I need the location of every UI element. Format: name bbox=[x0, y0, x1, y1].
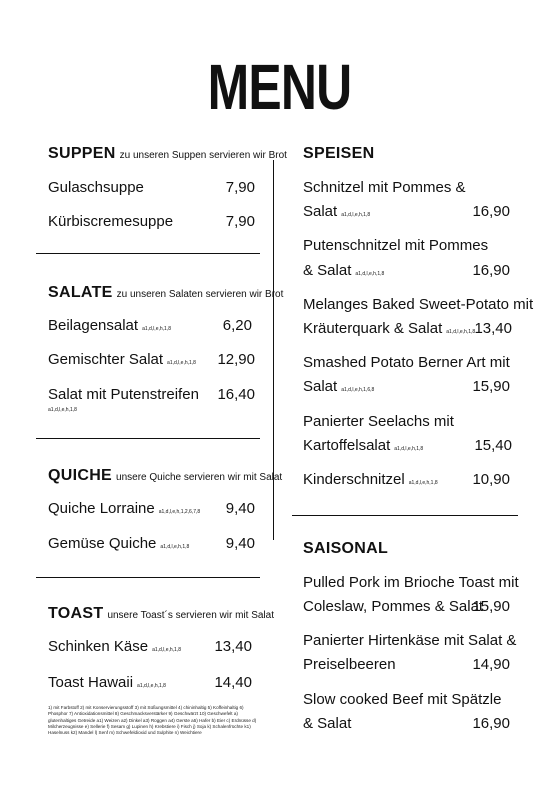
menu-item bbox=[48, 535, 189, 556]
item-allergens: a1,d,l,e,h,1,8 bbox=[137, 683, 166, 689]
menu-item-line2 bbox=[303, 320, 475, 341]
item-allergens: a1,d,l,e,h,1,8 bbox=[160, 544, 190, 550]
menu-item-line1: Pulled Pork im Brioche Toast mit bbox=[303, 574, 519, 591]
item-allergens: a1,d,l,e,h,1,8 bbox=[355, 271, 385, 277]
item-price: 6,20 bbox=[222, 317, 252, 334]
section-divider bbox=[36, 438, 260, 439]
item-price: 16,90 bbox=[472, 262, 510, 279]
item-allergens: a1,d,l,e,h,1,6,8 bbox=[341, 387, 375, 393]
item-allergens: a1,d,l,e,h,1,8 bbox=[142, 326, 171, 332]
item-price: 13,40 bbox=[474, 320, 512, 337]
menu-item-line2: & Salat bbox=[303, 715, 352, 732]
section-subtitle: zu unseren Salaten servieren wir Brot bbox=[116, 289, 284, 300]
section-heading-saisonal: SAISONAL bbox=[303, 540, 389, 557]
section-divider bbox=[36, 253, 260, 254]
allergen-footnote: 1) mit Farbstoff 2) mit Konservierungsstoff 3) mit Süßungsmittel 4) chininhaltig 5) Koffeinhaltig 6) Phosphor 7) Antioxidationsmittel 8) Geschmacksverstärker 9) Geschwärzt 10) Geschwefelt a) glutenhaltiges Getreide a1) Weizen a2) Dinkel a3) Roggen a4) Gerste a5) Hafer b) Eier c) Erdnüsse d) Milcherzeugnisse e) Sellerie f) Sesam g) Lupinen h) Krebstiere i) Fisch j) Soja k) Schalenfrüchte k1) Haselnuss k2) Mandel l) Senf m) Schwefeldioxid und Sulphite n) Weichtiere bbox=[48, 705, 257, 736]
item-name: Gulaschsuppe bbox=[48, 179, 144, 196]
section-title: QUICHE bbox=[48, 467, 113, 484]
item-name: Gemischter Salat bbox=[48, 351, 164, 368]
item-name: Schinken Käse bbox=[48, 638, 149, 655]
item-allergens: a1,d,l,e,h,1,8 bbox=[394, 446, 424, 452]
section-heading-speisen: SPEISEN bbox=[303, 145, 375, 162]
menu-item bbox=[48, 179, 144, 197]
page-title: MENU bbox=[207, 51, 352, 123]
item-name: Salat bbox=[303, 203, 338, 220]
item-price: 9,40 bbox=[225, 535, 255, 552]
menu-item bbox=[48, 351, 196, 372]
item-allergens: a1,d,l,e,h,1,8 bbox=[408, 480, 438, 486]
item-price: 16,90 bbox=[472, 715, 510, 732]
item-allergens: a1,d,l,e,h,1,8 bbox=[167, 360, 196, 366]
section-heading-toast bbox=[48, 605, 274, 623]
section-divider bbox=[36, 577, 260, 578]
menu-item-line2 bbox=[303, 203, 370, 224]
item-price: 15,40 bbox=[474, 437, 512, 454]
item-name: Salat mit Putenstreifen bbox=[48, 386, 199, 403]
item-allergens: a1,d,l,e,h,1,8 bbox=[152, 647, 181, 653]
menu-item bbox=[48, 500, 200, 521]
menu-item-line1: Panierter Hirtenkäse mit Salat & bbox=[303, 632, 517, 649]
item-price: 16,40 bbox=[217, 386, 255, 403]
item-price: 10,90 bbox=[472, 471, 510, 488]
section-subtitle: unsere Quiche servieren wir mit Salat bbox=[116, 472, 283, 483]
section-heading-salate bbox=[48, 284, 283, 302]
menu-item-line2 bbox=[303, 262, 384, 283]
menu-item bbox=[48, 638, 181, 659]
item-price: 14,40 bbox=[214, 674, 252, 691]
item-name: Toast Hawaii bbox=[48, 674, 134, 691]
item-name: Kinderschnitzel bbox=[303, 471, 405, 488]
menu-item-line1: Schnitzel mit Pommes & bbox=[303, 179, 466, 196]
section-heading-quiche bbox=[48, 467, 282, 485]
item-name: Kräuterquark & Salat bbox=[303, 320, 443, 337]
item-allergens: a1,d,l,e,h,1,2,6,7,8 bbox=[158, 509, 201, 515]
item-price: 15,90 bbox=[472, 378, 510, 395]
menu-item-line2: Coleslaw, Pommes & Salat bbox=[303, 598, 484, 615]
menu-item-line1: Melanges Baked Sweet-Potato mit bbox=[303, 296, 534, 313]
item-name: Kürbiscremesuppe bbox=[48, 213, 174, 230]
item-price: 16,90 bbox=[472, 203, 510, 220]
section-divider bbox=[292, 515, 518, 516]
item-price: 12,90 bbox=[217, 351, 255, 368]
item-name: Kartoffelsalat bbox=[303, 437, 391, 454]
section-title: SUPPEN bbox=[48, 145, 116, 162]
menu-item-line1: Panierter Seelachs mit bbox=[303, 413, 454, 430]
section-heading-suppen bbox=[48, 145, 287, 163]
item-allergens: a1,d,l,e,h,1,8 bbox=[446, 329, 476, 335]
item-name: Salat bbox=[303, 378, 338, 395]
item-price: 7,90 bbox=[225, 213, 255, 230]
menu-item-line2 bbox=[303, 378, 374, 399]
section-title: TOAST bbox=[48, 605, 104, 622]
section-title: SALATE bbox=[48, 284, 113, 301]
item-price: 14,90 bbox=[472, 656, 510, 673]
menu-item-line2 bbox=[303, 437, 423, 458]
item-price: 15,90 bbox=[472, 598, 510, 615]
item-price: 7,90 bbox=[225, 179, 255, 196]
section-subtitle: zu unseren Suppen servieren wir Brot bbox=[119, 150, 287, 161]
menu-item bbox=[48, 674, 166, 695]
menu-item bbox=[48, 386, 199, 404]
item-name: Beilagensalat bbox=[48, 317, 139, 334]
item-allergens: a1,d,l,e,h,1,8 bbox=[341, 212, 371, 218]
item-price: 13,40 bbox=[214, 638, 252, 655]
item-name: Gemüse Quiche bbox=[48, 535, 157, 552]
item-price: 9,40 bbox=[225, 500, 255, 517]
item-name: & Salat bbox=[303, 262, 352, 279]
menu-item bbox=[48, 213, 173, 231]
item-name: Quiche Lorraine bbox=[48, 500, 155, 517]
item-allergens: a1,d,l,e,h,1,8 bbox=[48, 407, 77, 413]
menu-item bbox=[303, 471, 438, 492]
section-subtitle: unsere Toast´s servieren wir mit Salat bbox=[107, 610, 274, 621]
menu-item-line1: Smashed Potato Berner Art mit bbox=[303, 354, 510, 371]
menu-item-line1: Slow cooked Beef mit Spätzle bbox=[303, 691, 502, 708]
menu-item bbox=[48, 317, 171, 338]
menu-item-line2: Preiselbeeren bbox=[303, 656, 396, 673]
menu-item-line1: Putenschnitzel mit Pommes bbox=[303, 237, 489, 254]
